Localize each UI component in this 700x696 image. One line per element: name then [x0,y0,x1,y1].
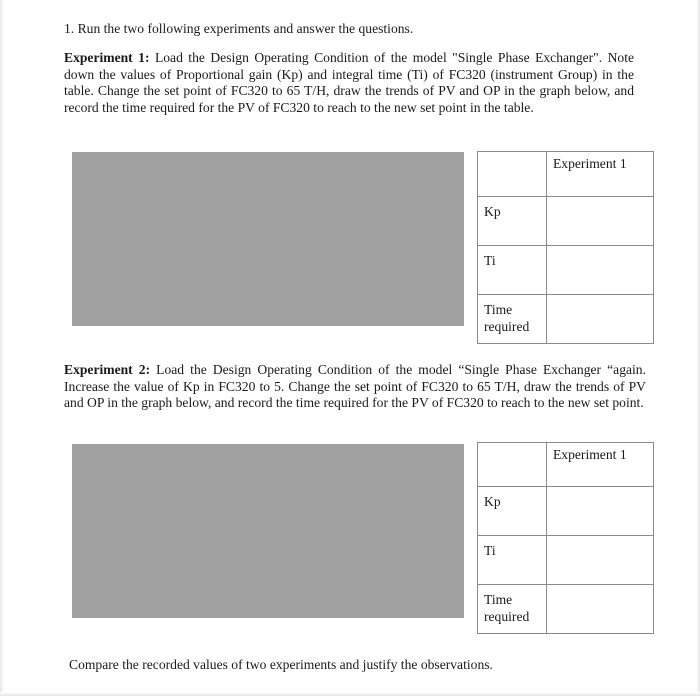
table-header: Experiment 1 [547,152,654,197]
table-cell-kp[interactable] [547,197,654,246]
table-corner-cell [478,152,547,197]
experiment1-heading: Experiment 1: [64,50,150,65]
experiment2-instructions [64,362,646,412]
compare-question: Compare the recorded values of two experiments and justify the observations. [69,657,493,672]
table-cell-ti[interactable] [547,246,654,295]
table-cell-kp[interactable] [547,487,654,536]
experiment2-table [477,442,654,634]
table-corner-cell [478,443,547,487]
table-row-label-kp: Kp [478,487,547,536]
question-intro: 1. Run the two following experiments and answer the questions. [64,21,414,36]
experiment1-table [477,151,654,344]
table-cell-time[interactable] [547,585,654,634]
table-row-label-kp: Kp [478,197,547,246]
table-row-label-ti: Ti [478,536,547,585]
experiment2-graph-area [72,444,464,618]
experiment2-heading: Experiment 2: [64,362,151,377]
experiment1-instructions [64,50,634,116]
page-edge-right [696,0,700,696]
table-header: Experiment 1 [547,443,654,487]
experiment1-body: Load the Design Operating Condition of the model "Single Phase Exchanger". Note down the values of Proportional gain (Kp) and integral time (Ti) of FC320 (instrument Group) in the table. Change the set point of FC320 to 65 T/H, draw the trends of PV and OP in the graph below, and record the time required for the PV of FC320 to reach to the new set point in the table. [64,50,634,115]
page-edge-bottom [0,692,700,696]
table-cell-time[interactable] [547,295,654,344]
table-cell-ti[interactable] [547,536,654,585]
table-row-label-time: Time required [478,585,547,634]
table-row-label-ti: Ti [478,246,547,295]
experiment1-graph-area [72,152,464,326]
table-row-label-time: Time required [478,295,547,344]
experiment2-body: Load the Design Operating Condition of the model “Single Phase Exchanger “again. Increase the value of Kp in FC320 to 5. Change the set point of FC320 to 65 T/H, draw the trends of PV and OP in the graph below, and record the time required for the PV of FC320 to reach to the new set point. [64,362,646,410]
page-edge-left [0,0,4,696]
